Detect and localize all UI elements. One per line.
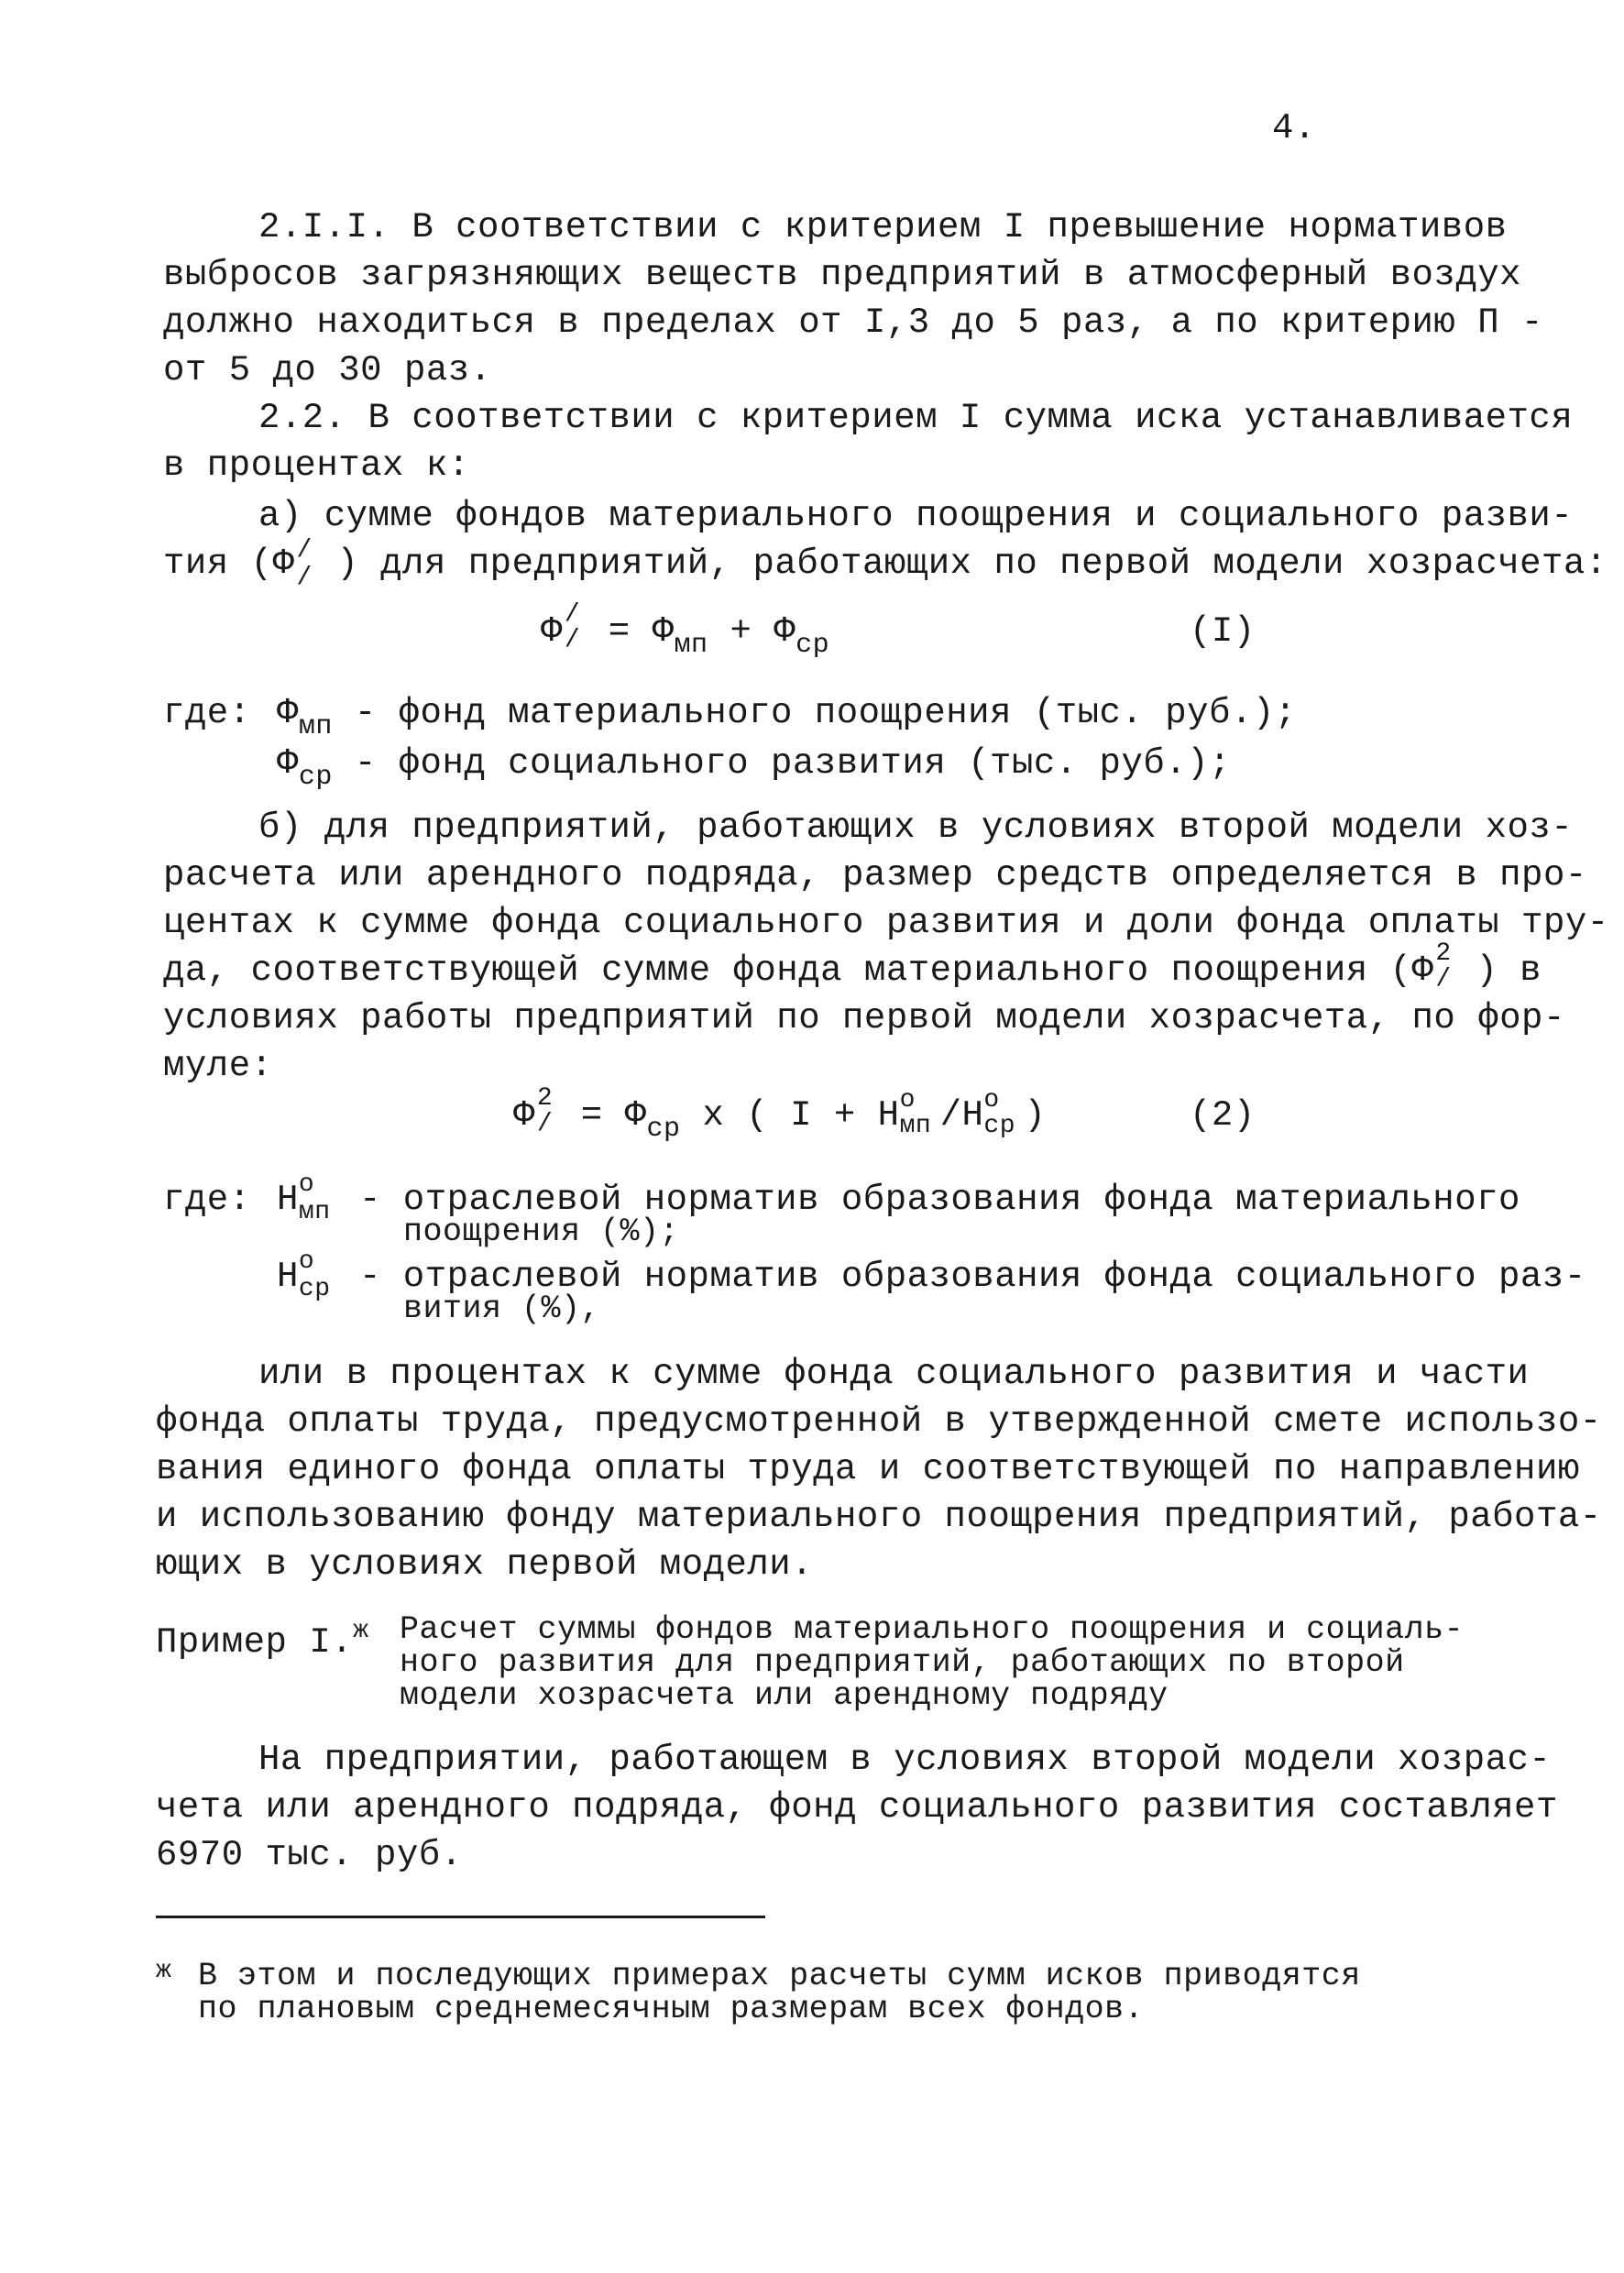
footnote-star: ж (156, 1957, 172, 1985)
pc-line-2: фонда оплаты труда, предусмотренной в утвержденной смете использо- (156, 1401, 1602, 1442)
example-title-line-2: ного развития для предприятий, работающих по второй (400, 1644, 1405, 1681)
pb-line-3: центах к сумме фонда социального развития и доли фонда оплаты тру- (163, 903, 1609, 943)
pa-line-1: а) сумме фондов материального поощрения и социального разви- (258, 496, 1574, 536)
pb-line-1: б) для предприятий, работающих в условиях второй модели хоз- (258, 807, 1574, 848)
page-number: 4. (1272, 108, 1316, 148)
where-2-label: где: (163, 1180, 251, 1220)
where-1-label: где: (163, 693, 251, 733)
pc-line-4: и использованию фонду материального поощрения предприятий, работа- (156, 1497, 1602, 1537)
pa-line-2: тия (Ф / / ) для предприятий, работающих по первой модели хозрасчета: (163, 536, 1608, 592)
where-1-item-2: $Ф_{ср}$ - фонд социального развития (тыс. руб.); (277, 743, 1231, 793)
formula-1: Ф / / = $Ф_{мп} + Ф_{ср}$ (541, 600, 830, 661)
pc-line-5: ющих в условиях первой модели. (156, 1544, 814, 1585)
formula-2: Ф 2 / = $Ф_{ср}$ x ( I + H о мп /H о ср ) (513, 1084, 1047, 1145)
pb-line-5: условиях работы предприятий по первой модели хозрасчета, по фор- (163, 998, 1565, 1038)
where-2-item-2-line-1: - отраслевой норматив образования фонда социального раз- (359, 1257, 1586, 1297)
p211-line-3: должно находиться в пределах от I,3 до 5 раз, а по критерию П - (163, 302, 1543, 343)
where-2-item-1-line-1: - отраслевой норматив образования фонда материального (359, 1180, 1520, 1220)
pd-line-2: чета или арендного подряда, фонд социального развития составляет (156, 1787, 1558, 1828)
p211-line-2: выбросов загрязняющих веществ предприятий в атмосферный воздух (163, 255, 1522, 295)
pb-line-2: расчета или арендного подряда, размер средств определяется в про- (163, 855, 1587, 895)
where-2-item-2-line-2: вития (%), (403, 1290, 601, 1327)
example-label: Пример I.$^ж$ (156, 1617, 369, 1663)
footnote-line-2: по плановым среднемесячным размерам всех фондов. (198, 1991, 1145, 2027)
p211-line-1: 2.I.I. В соответствии с критерием I превышение нормативов (258, 207, 1508, 247)
example-title-line-1: Расчет суммы фондов материального поощрения и социаль- (400, 1611, 1465, 1648)
p22-line-2: в процентах к: (163, 445, 470, 486)
p211-line-4: от 5 до 30 раз. (163, 350, 492, 390)
where-2-symbol-1: H о мп (277, 1170, 331, 1226)
pd-line-3: 6970 тыс. руб. (156, 1835, 463, 1875)
formula-2-number: (2) (1190, 1095, 1256, 1136)
where-2-symbol-2: H о ср (277, 1247, 331, 1303)
pc-line-1: или в процентах к сумме фонда социального развития и части (258, 1354, 1530, 1394)
pc-line-3: вания единого фонда оплаты труда и соответствующей по направлению (156, 1449, 1580, 1489)
footnote-divider (156, 1916, 765, 1918)
pb-line-6: муле: (163, 1046, 273, 1086)
pd-line-1: На предприятии, работающем в условиях второй модели хозрас- (258, 1740, 1552, 1780)
where-1-item-1: $Ф_{мп}$ - фонд материального поощрения (тыс. руб.); (277, 693, 1297, 742)
example-title-line-3: модели хозрасчета или арендному подряду (400, 1677, 1169, 1714)
pb-line-4: да, соответствующей сумме фонда материального поощрения (Ф 2 / ) в (163, 939, 1542, 994)
footnote-line-1: В этом и последующих примерах расчеты сумм исков приводятся (198, 1958, 1361, 1994)
where-2-item-1-line-2: поощрения (%); (403, 1213, 680, 1250)
p22-line-1: 2.2. В соответствии с критерием I сумма иска устанавливается (258, 398, 1574, 438)
formula-1-number: (I) (1190, 611, 1256, 652)
